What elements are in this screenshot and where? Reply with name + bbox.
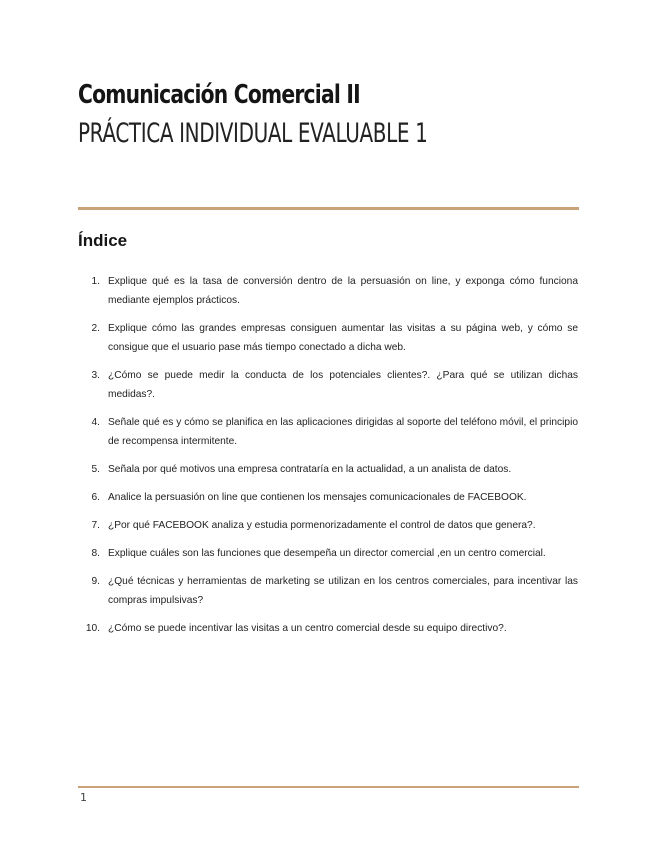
document-title: Comunicación Comercial II: [78, 80, 360, 110]
index-item: [78, 572, 578, 610]
index-item: [78, 619, 578, 638]
index-item-number: 2.: [91, 323, 100, 334]
index-heading: Índice: [78, 231, 128, 250]
index-item: [78, 460, 578, 479]
index-item-number: 6.: [91, 492, 100, 503]
index-item-text: Explique cómo las grandes empresas consiguen aumentar las visitas a su página web, y cómo se consigue que el usuario pase más tiempo conectado a dicha web.: [108, 323, 578, 353]
index-item-number: 9.: [91, 576, 100, 587]
index-item-text: Explique cuáles son las funciones que desempeña un director comercial ,en un centro comercial.: [108, 548, 546, 559]
index-item: [78, 413, 578, 451]
index-item-text: ¿Cómo se puede medir la conducta de los potenciales clientes?. ¿Para qué se utilizan dichas medidas?.: [108, 370, 578, 400]
index-item-text: ¿Qué técnicas y herramientas de marketing se utilizan en los centros comerciales, para incentivar las compras impulsivas?: [108, 576, 578, 606]
index-item-number: 3.: [91, 370, 100, 381]
index-item: [78, 272, 578, 310]
index-item-number: 1.: [91, 276, 100, 287]
index-item: [78, 366, 578, 404]
footer-divider: [78, 786, 579, 788]
index-item-number: 4.: [91, 417, 100, 428]
index-item-text: Analice la persuasión on line que contienen los mensajes comunicacionales de FACEBOOK.: [108, 492, 527, 503]
index-item: [78, 319, 578, 357]
index-item-number: 7.: [91, 520, 100, 531]
index-item-number: 10.: [85, 623, 100, 634]
index-item-text: Explique qué es la tasa de conversión dentro de la persuasión on line, y exponga cómo funciona mediante ejemplos prácticos.: [108, 276, 578, 306]
page-number: 1: [80, 791, 87, 804]
index-item-text: ¿Por qué FACEBOOK analiza y estudia pormenorizadamente el control de datos que genera?.: [108, 520, 536, 531]
index-item: [78, 488, 578, 507]
document-subtitle: PRÁCTICA INDIVIDUAL EVALUABLE 1: [78, 118, 428, 149]
index-item-number: 5.: [91, 464, 100, 475]
index-item-number: 8.: [91, 548, 100, 559]
index-list: [78, 272, 578, 647]
index-item: [78, 544, 578, 563]
index-item-text: ¿Cómo se puede incentivar las visitas a un centro comercial desde su equipo directivo?.: [108, 623, 507, 634]
index-item-text: Señale qué es y cómo se planifica en las aplicaciones dirigidas al soporte del teléfono móvil, el principio de recompensa intermitente.: [108, 417, 578, 447]
header-divider: [78, 207, 579, 210]
index-item: [78, 516, 578, 535]
index-item-text: Señala por qué motivos una empresa contrataría en la actualidad, a un analista de datos.: [108, 464, 512, 475]
